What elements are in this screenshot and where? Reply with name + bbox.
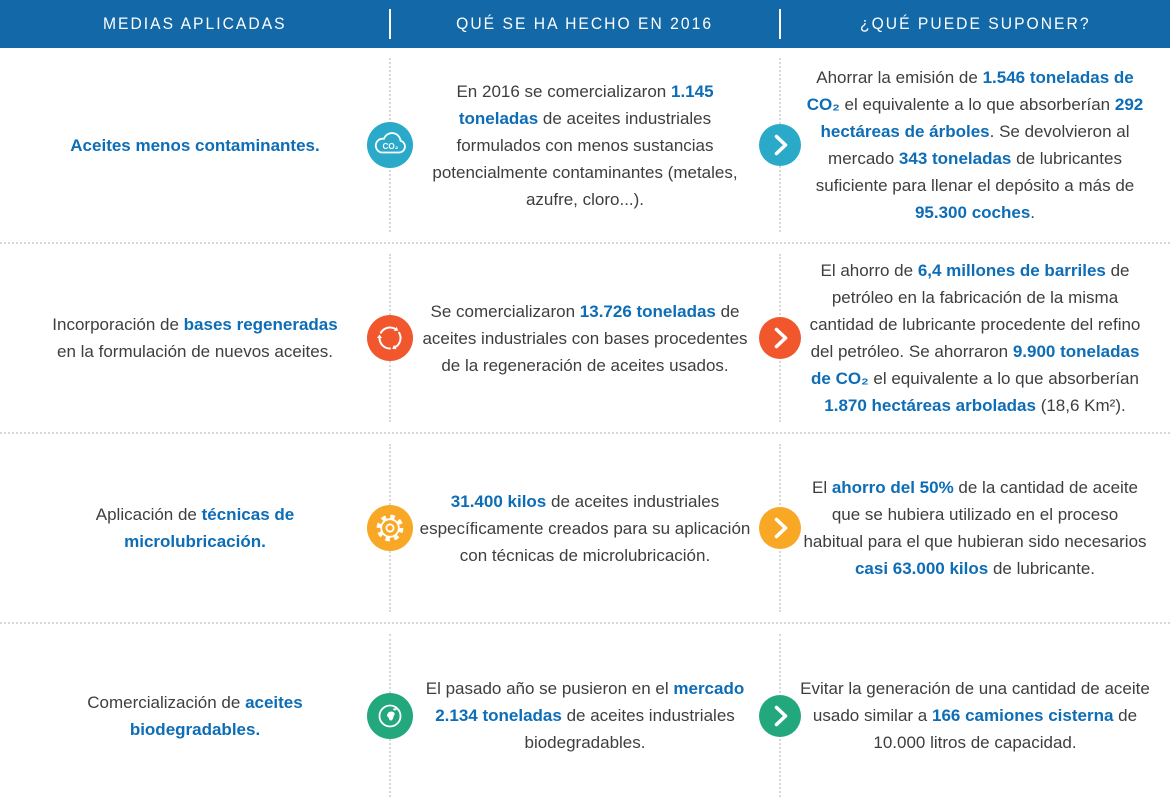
recycle-icon <box>367 315 413 361</box>
measure-text: Aceites menos contaminantes. <box>70 135 320 155</box>
chevron-right-icon <box>759 507 801 549</box>
done-cell <box>390 244 780 432</box>
chevron-right-icon <box>759 317 801 359</box>
measure-cell <box>0 244 390 432</box>
header-col-medias-label: MEDIAS APLICADAS <box>103 14 287 33</box>
measure-text: Aplicación de técnicas de microlubricación. <box>95 505 295 551</box>
table-row <box>0 48 1170 242</box>
table-row <box>0 622 1170 807</box>
done-cell <box>390 48 780 242</box>
impact-cell <box>780 48 1170 242</box>
measure-text: Comercialización de aceites biodegradables. <box>87 692 303 739</box>
measure-cell <box>0 48 390 242</box>
table-header <box>0 0 1170 48</box>
header-col-suponer <box>780 0 1170 48</box>
impact-cell <box>780 244 1170 432</box>
impact-cell <box>780 434 1170 622</box>
done-text: Se comercializaron 13.726 toneladas de aceites industriales con bases procedentes de la regeneración de aceites usados. <box>422 301 748 375</box>
done-text: En 2016 se comercializaron 1.145 toneladas de aceites industriales formulados con menos sustancias potencialmente contaminantes (metales, azufre, cloro...). <box>432 81 738 209</box>
table-row <box>0 432 1170 622</box>
svg-text:CO₂: CO₂ <box>382 142 399 152</box>
header-col-hecho-2016 <box>390 0 780 48</box>
impact-text: Evitar la generación de una cantidad de aceite usado similar a 166 camiones cisterna de 10.000 litros de capacidad. <box>800 679 1150 752</box>
chevron-right-icon <box>759 695 801 737</box>
co2-cloud-icon <box>367 122 413 168</box>
done-cell <box>390 434 780 622</box>
table-row <box>0 242 1170 432</box>
header-col-medias <box>0 0 390 48</box>
globe-icon <box>367 693 413 739</box>
impact-text: El ahorro del 50% de la cantidad de aceite que se hubiera utilizado en el proceso habitual para el que hubieran sido necesarios casi 63.000 kilos de lubricante. <box>803 478 1147 578</box>
measure-cell <box>0 624 390 807</box>
done-text: El pasado año se pusieron en el mercado 2.134 toneladas de aceites industriales biodegradables. <box>425 679 745 752</box>
impact-text: Ahorrar la emisión de 1.546 toneladas de CO₂ el equivalente a lo que absorberían 292 hectáreas de árboles. Se devolvieron al mercado 343 toneladas de lubricantes suficiente para llenar el depósito a más de 95.300 coches. <box>806 68 1144 222</box>
chevron-right-icon <box>759 124 801 166</box>
measure-text: Incorporación de bases regeneradas en la formulación de nuevos aceites. <box>52 315 338 361</box>
done-text: 31.400 kilos de aceites industriales específicamente creados para su aplicación con técnicas de microlubricación. <box>419 491 751 565</box>
measure-cell <box>0 434 390 622</box>
done-cell <box>390 624 780 807</box>
header-col-hecho-2016-label: QUÉ SE HA HECHO EN 2016 <box>456 14 714 33</box>
header-col-suponer-label: ¿QUÉ PUEDE SUPONER? <box>859 14 1091 33</box>
impact-cell <box>780 624 1170 807</box>
impact-text: El ahorro de 6,4 millones de barriles de petróleo en la fabricación de la misma cantidad de lubricante procedente del refino del petróleo. Se ahorraron 9.900 toneladas de CO₂ el equivalente a lo que absorberían 1.870 hectáreas arboladas (18,6 Km²). <box>809 261 1141 415</box>
gear-icon <box>367 505 413 551</box>
